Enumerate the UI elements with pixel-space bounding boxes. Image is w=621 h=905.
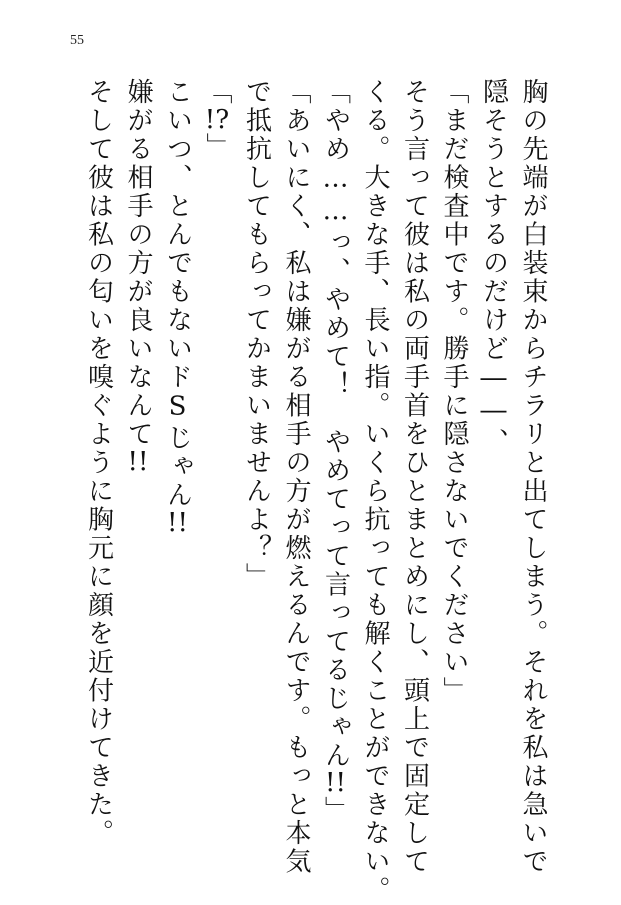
dialogue-line: 「あいにく、私は嫌がる相手の方が燃えるんです。もっと本気 (281, 78, 311, 876)
exclamation-cluster: !! (325, 770, 346, 796)
dialogue-line: で抵抗してもらってかまいませんよ？」 (241, 78, 272, 591)
exclamation-cluster: !! (127, 448, 149, 475)
page-number: 55 (70, 33, 84, 48)
text-line: そう言って彼は私の両手首をひとまとめにし、頭上で固定して (399, 78, 430, 876)
vertical-text-body (80, 78, 552, 905)
dialogue-line: 「まだ検査中です。勝手に隠さないでください」 (439, 78, 469, 705)
text-line: 胸の先端が白装束からチラリと出てしまう。それを私は急いで (518, 78, 548, 876)
dialogue-line: 「!?」 (202, 78, 232, 161)
text-line: こいつ、とんでもないドSじゃん!! (162, 78, 193, 536)
exclamation-cluster: !! (167, 509, 188, 536)
text-line: 嫌がる相手の方が良いなんて!! (123, 78, 153, 475)
dialogue-line: 「やめ……っ、やめて！ やめてって言ってるじゃん!!」 (320, 78, 351, 825)
text-line: 隠そうとするのだけど――、 (478, 78, 509, 457)
text-line: そして彼は私の匂いを嗅ぐように胸元に顔を近付けてきた。 (83, 78, 114, 848)
exclamation-cluster: !? (204, 106, 230, 133)
text-line: くる。大きな手、長い指。いくら抗っても解くことができない。 (360, 78, 390, 905)
